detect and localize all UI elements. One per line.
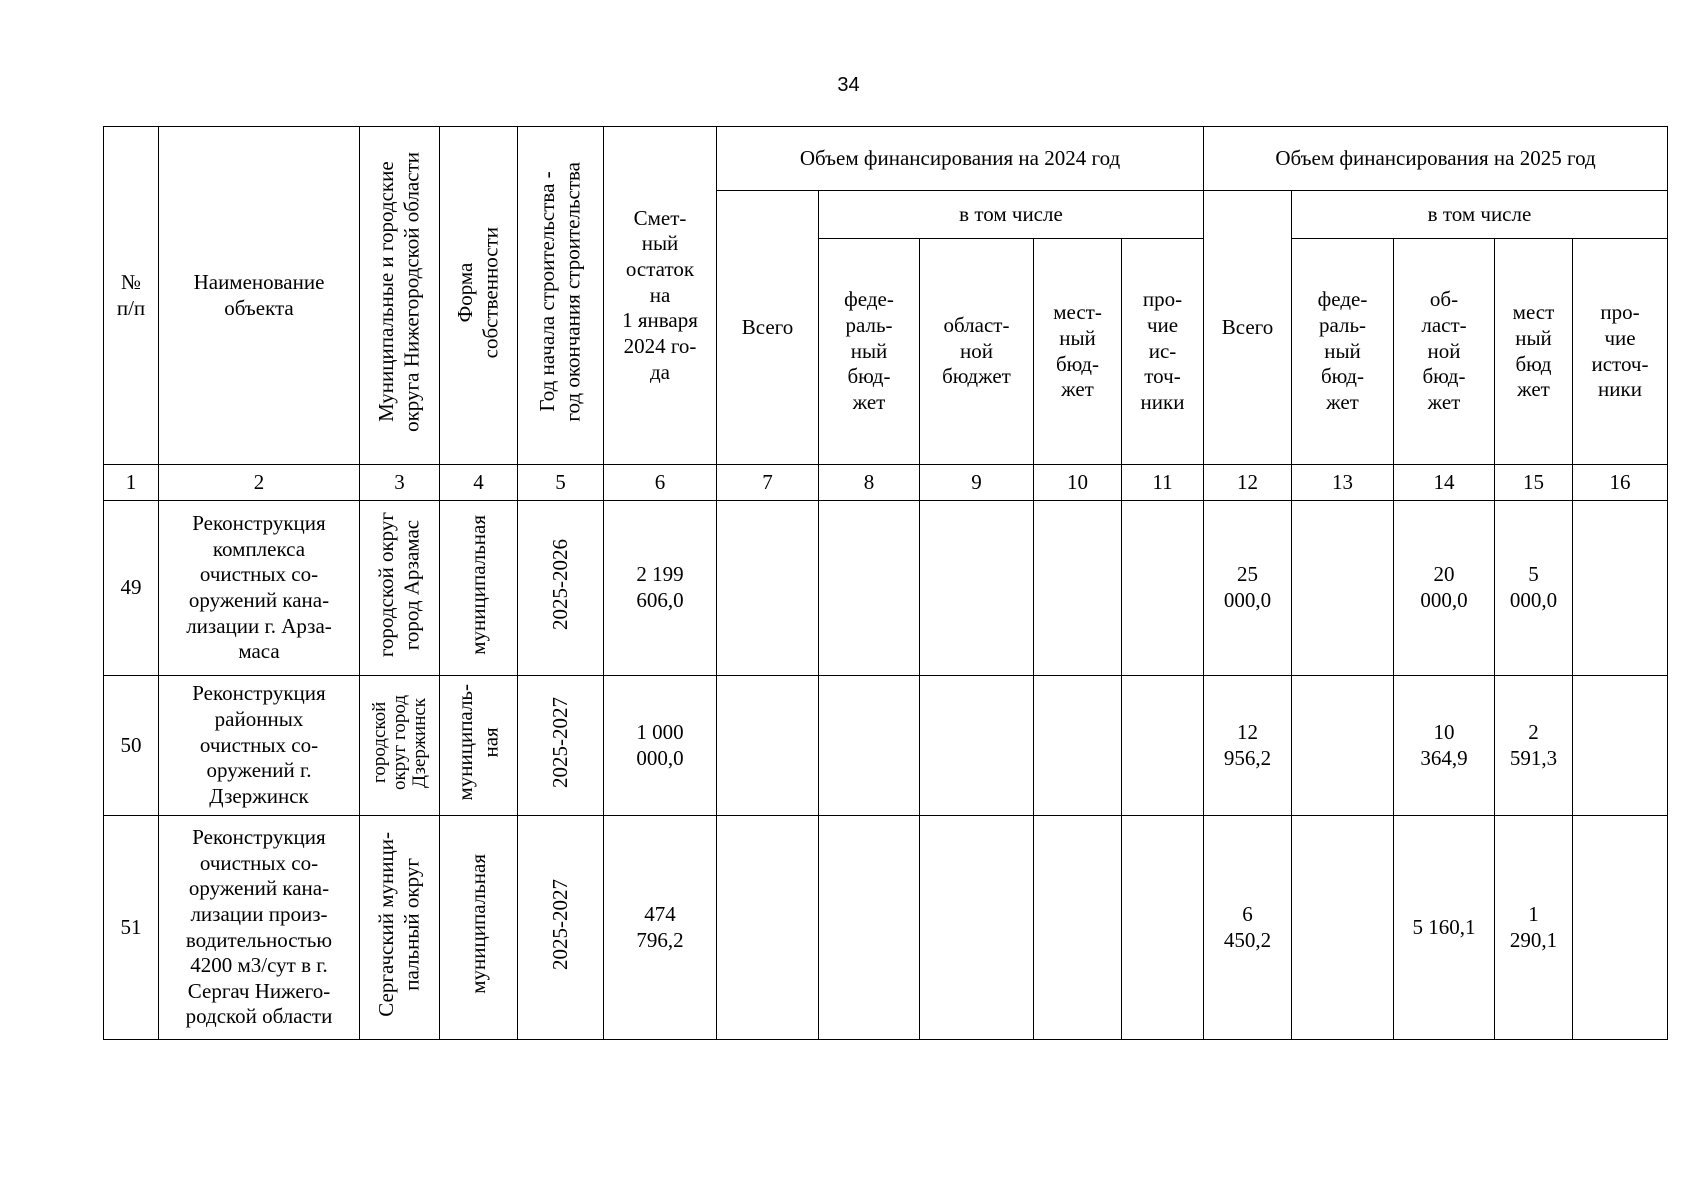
federal-2024: [819, 501, 920, 676]
column-number: 3: [360, 465, 440, 501]
regional-2024: [920, 501, 1034, 676]
local-2024: [1034, 501, 1122, 676]
local-2025: 5 000,0: [1495, 501, 1573, 676]
row-num: 49: [104, 501, 159, 676]
column-number: 5: [518, 465, 604, 501]
other-2024: [1122, 676, 1204, 816]
object-name: Реконструкция районных очистных со- оружений г. Дзержинск: [159, 676, 360, 816]
header-name: Наименование объекта: [159, 127, 360, 465]
header-row-top: [104, 127, 1668, 191]
column-number: 10: [1034, 465, 1122, 501]
years: 2025-2026: [518, 501, 604, 676]
total-2024: [717, 676, 819, 816]
header-including-2024: в том числе: [819, 191, 1204, 239]
regional-2025: 10 364,9: [1394, 676, 1495, 816]
table-row: [104, 676, 1668, 816]
estimated-balance: 474 796,2: [604, 816, 717, 1040]
header-num: № п/п: [104, 127, 159, 465]
federal-2025: [1292, 676, 1394, 816]
header-regional-2025: об- ласт- ной бюд- жет: [1394, 239, 1495, 465]
total-2025: 12 956,2: [1204, 676, 1292, 816]
total-2024: [717, 501, 819, 676]
header-local-2024: мест- ный бюд- жет: [1034, 239, 1122, 465]
column-number: 11: [1122, 465, 1204, 501]
local-2024: [1034, 816, 1122, 1040]
federal-2025: [1292, 501, 1394, 676]
header-financing-2024: Объем финансирования на 2024 год: [717, 127, 1204, 191]
header-financing-2025: Объем финансирования на 2025 год: [1204, 127, 1668, 191]
municipality: Сергачский муници- пальный округ: [360, 816, 440, 1040]
header-other-2024: про- чие ис- точ- ники: [1122, 239, 1204, 465]
total-2025: 6 450,2: [1204, 816, 1292, 1040]
object-name: Реконструкция комплекса очистных со- оружений кана- лизации г. Арза- маса: [159, 501, 360, 676]
header-total-2024: Всего: [717, 191, 819, 465]
column-number: 16: [1573, 465, 1668, 501]
regional-2024: [920, 676, 1034, 816]
header-other-2025: про- чие источ- ники: [1573, 239, 1668, 465]
column-number: 12: [1204, 465, 1292, 501]
estimated-balance: 1 000 000,0: [604, 676, 717, 816]
header-total-2025: Всего: [1204, 191, 1292, 465]
header-municipality: Муниципальные и городские округа Нижегородской области: [360, 127, 440, 465]
total-2024: [717, 816, 819, 1040]
column-number-row: [104, 465, 1668, 501]
column-number: 8: [819, 465, 920, 501]
table-row: [104, 501, 1668, 676]
other-2024: [1122, 816, 1204, 1040]
regional-2025: 20 000,0: [1394, 501, 1495, 676]
column-number: 7: [717, 465, 819, 501]
row-num: 50: [104, 676, 159, 816]
other-2024: [1122, 501, 1204, 676]
header-local-2025: мест ный бюд жет: [1495, 239, 1573, 465]
other-2025: [1573, 501, 1668, 676]
column-number: 14: [1394, 465, 1495, 501]
local-2025: 1 290,1: [1495, 816, 1573, 1040]
column-number: 4: [440, 465, 518, 501]
regional-2024: [920, 816, 1034, 1040]
other-2025: [1573, 816, 1668, 1040]
ownership: муниципальная: [440, 501, 518, 676]
total-2025: 25 000,0: [1204, 501, 1292, 676]
object-name: Реконструкция очистных со- оружений кана- лизации произ- водительностью 4200 м3/сут в г. Сергач Нижего- родской области: [159, 816, 360, 1040]
estimated-balance: 2 199 606,0: [604, 501, 717, 676]
federal-2025: [1292, 816, 1394, 1040]
municipality: городской округ город Арзамас: [360, 501, 440, 676]
header-federal-2025: феде- раль- ный бюд- жет: [1292, 239, 1394, 465]
municipality: городской округ город Дзержинск: [360, 676, 440, 816]
column-number: 9: [920, 465, 1034, 501]
header-ownership: Форма собственности: [440, 127, 518, 465]
federal-2024: [819, 676, 920, 816]
table-row: [104, 816, 1668, 1040]
column-number: 15: [1495, 465, 1573, 501]
ownership: муниципальная: [440, 816, 518, 1040]
local-2025: 2 591,3: [1495, 676, 1573, 816]
header-years: Год начала строительства - год окончания строительства: [518, 127, 604, 465]
local-2024: [1034, 676, 1122, 816]
column-number: 6: [604, 465, 717, 501]
other-2025: [1573, 676, 1668, 816]
years: 2025-2027: [518, 816, 604, 1040]
row-num: 51: [104, 816, 159, 1040]
header-federal-2024: феде- раль- ный бюд- жет: [819, 239, 920, 465]
financing-table: [103, 126, 1668, 1040]
regional-2025: 5 160,1: [1394, 816, 1495, 1040]
column-number: 1: [104, 465, 159, 501]
ownership: муниципаль- ная: [440, 676, 518, 816]
header-balance: Смет- ный остаток на 1 января 2024 го- да: [604, 127, 717, 465]
header-including-2025: в том числе: [1292, 191, 1668, 239]
federal-2024: [819, 816, 920, 1040]
page-number: 34: [837, 74, 860, 96]
column-number: 2: [159, 465, 360, 501]
column-number: 13: [1292, 465, 1394, 501]
header-regional-2024: област- ной бюджет: [920, 239, 1034, 465]
years: 2025-2027: [518, 676, 604, 816]
